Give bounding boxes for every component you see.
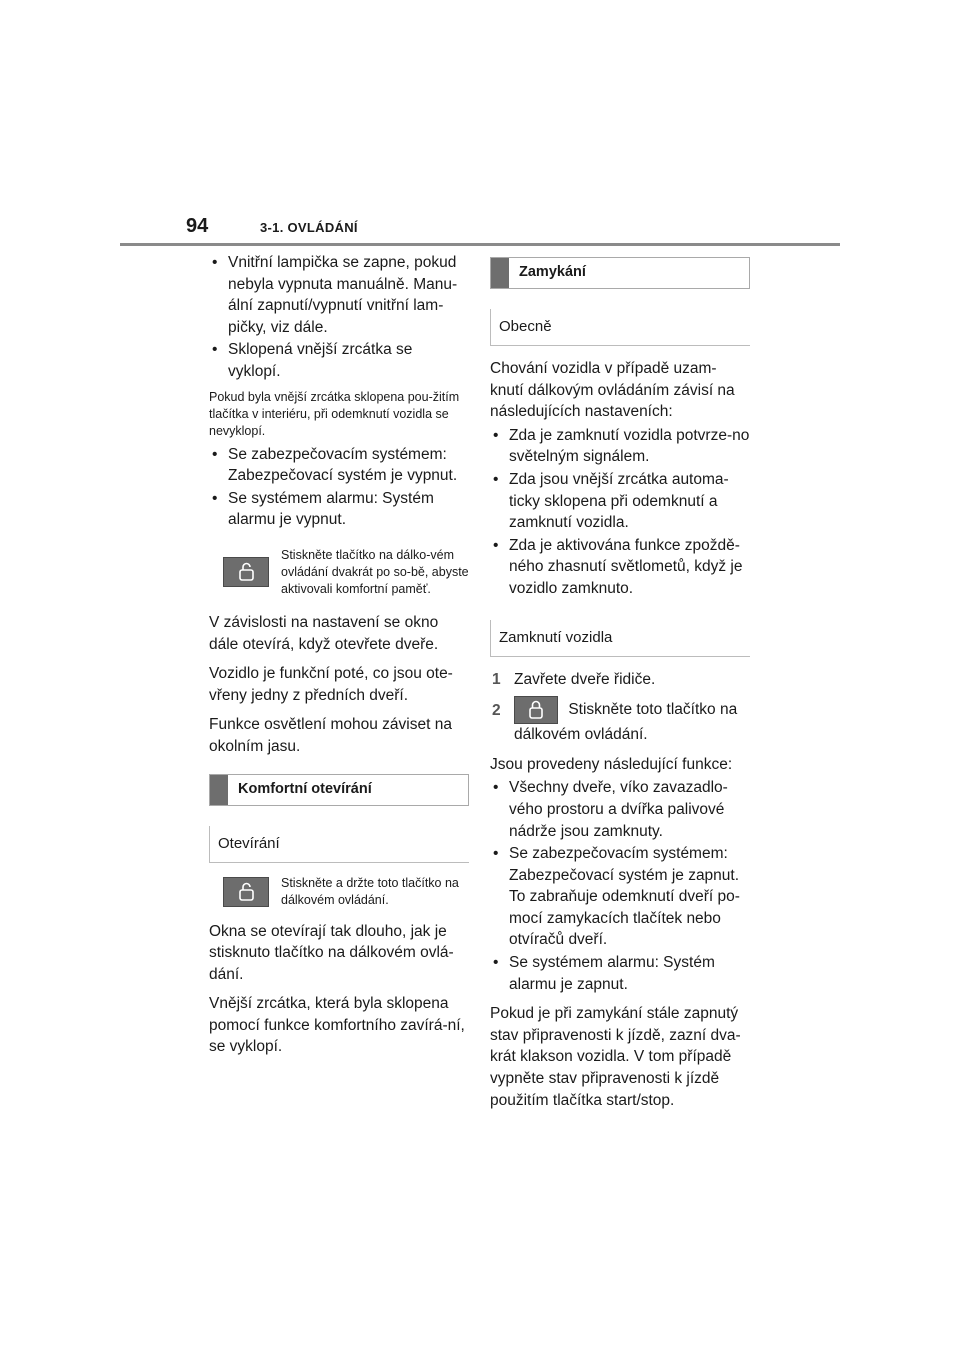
step-number: 1 bbox=[492, 670, 501, 688]
bullet-light-signal: • Zda je zamknutí vozidla potvrze-no světelným signálem. bbox=[490, 425, 750, 468]
subsection-general: Obecně bbox=[490, 309, 750, 346]
header-rule bbox=[120, 243, 840, 246]
paragraph-mirrors-unfold: Vnější zrcátka, která byla sklopena pomocí funkce komfortního zavírá-ní, se vyklopí. bbox=[209, 995, 465, 1056]
paragraph-window: V závislosti na nastavení se okno dále otevírá, když otevřete dveře. bbox=[209, 613, 439, 653]
hold-instruction-text: Stiskněte a držte toto tlačítko na dálkovém ovládání. bbox=[281, 875, 459, 907]
paragraph-lock-intro: Chování vozidla v případě uzam-knutí dálkovým ovládáním závisí na následujících nastaveních: bbox=[490, 360, 735, 421]
step-number: 2 bbox=[492, 702, 501, 720]
bullet-mirrors-unfold: • Sklopená vnější zrcátka se vyklopí. bbox=[209, 339, 469, 382]
bullet-interior-light: • Vnitřní lampička se zapne, pokud nebyla vypnuta manuálně. Manu-ální zapnutí/vypnutí vnitřní lam-pičky, viz dále. bbox=[209, 252, 469, 338]
right-column bbox=[490, 252, 750, 1119]
section-title: Komfortní otevírání bbox=[238, 780, 372, 797]
lock-icon bbox=[514, 696, 558, 724]
unlock-icon bbox=[223, 877, 269, 907]
unlock-instruction-text: Stiskněte tlačítko na dálko-vém ovládání dvakrát po so-bě, abyste aktivovali komfortní paměť. bbox=[281, 547, 469, 596]
step-2 bbox=[490, 696, 750, 746]
note-mirrors: Pokud byla vnější zrcátka sklopena pou-žitím tlačítka v interiéru, při odemknutí vozidla se nevyklopí. bbox=[209, 389, 460, 438]
step-text: Stiskněte toto tlačítko na dálkovém ovládání. bbox=[514, 701, 738, 744]
unlock-icon bbox=[223, 557, 269, 587]
unlock-instruction-1 bbox=[223, 547, 469, 598]
bullet-mirror-fold: • Zda jsou vnější zrcátka automa-ticky sklopena při odemknutí a zamknutí vozidla. bbox=[490, 469, 750, 534]
unlock-instruction-2 bbox=[223, 875, 469, 909]
paragraph-windows-open: Okna se otevírají tak dlouho, jak je stisknuto tlačítko na dálkovém ovlá-dání. bbox=[209, 922, 454, 983]
bullet-security-on: • Se zabezpečovacím systémem: Zabezpečovací systém je zapnut. To zabraňuje odemknutí dveří po-mocí zamykacích tlačítek nebo otvíračů dveří. bbox=[490, 843, 750, 951]
section-locking bbox=[490, 257, 750, 289]
paragraph-lighting: Funkce osvětlení mohou záviset na okolním jasu. bbox=[209, 716, 452, 755]
step-1 bbox=[490, 669, 750, 691]
section-title: Zamykání bbox=[519, 264, 586, 280]
page-number: 94 bbox=[186, 215, 209, 237]
section-comfort-opening bbox=[209, 774, 469, 806]
subsection-opening: Otevírání bbox=[209, 826, 469, 863]
bullet-alarm-system: • Se systémem alarmu: Systém alarmu je vypnut. bbox=[209, 488, 469, 531]
section-bar bbox=[210, 775, 228, 805]
subsection-lock-vehicle: Zamknutí vozidla bbox=[490, 620, 750, 657]
left-column bbox=[209, 252, 469, 1066]
paragraph-vehicle-ready: Vozidlo je funkční poté, co jsou ote-vřeny jedny z předních dveří. bbox=[209, 665, 453, 704]
bullet-headlight-delay: • Zda je aktivována funkce zpoždě-ného zhasnutí světlometů, když je vozidlo zamknuto. bbox=[490, 535, 750, 600]
chapter-title: 3-1. OVLÁDÁNÍ bbox=[260, 220, 358, 235]
bullet-alarm-on: • Se systémem alarmu: Systém alarmu je zapnut. bbox=[490, 952, 750, 995]
paragraph-functions-intro: Jsou provedeny následující funkce: bbox=[490, 755, 733, 773]
step-text: Zavřete dveře řidiče. bbox=[514, 670, 656, 688]
paragraph-horn-warning: Pokud je při zamykání stále zapnutý stav připravenosti k jízdě, zazní dva-krát klakson vozidla. V tom případě vypněte stav připravenosti k jízdě použitím tlačítka start/stop. bbox=[490, 1005, 741, 1109]
section-bar bbox=[491, 258, 509, 288]
bullet-security-system: • Se zabezpečovacím systémem: Zabezpečovací systém je vypnut. bbox=[209, 444, 469, 487]
bullet-all-locked: • Všechny dveře, víko zavazadlo-vého prostoru a dvířka palivové nádrže jsou zamknuty. bbox=[490, 777, 750, 842]
